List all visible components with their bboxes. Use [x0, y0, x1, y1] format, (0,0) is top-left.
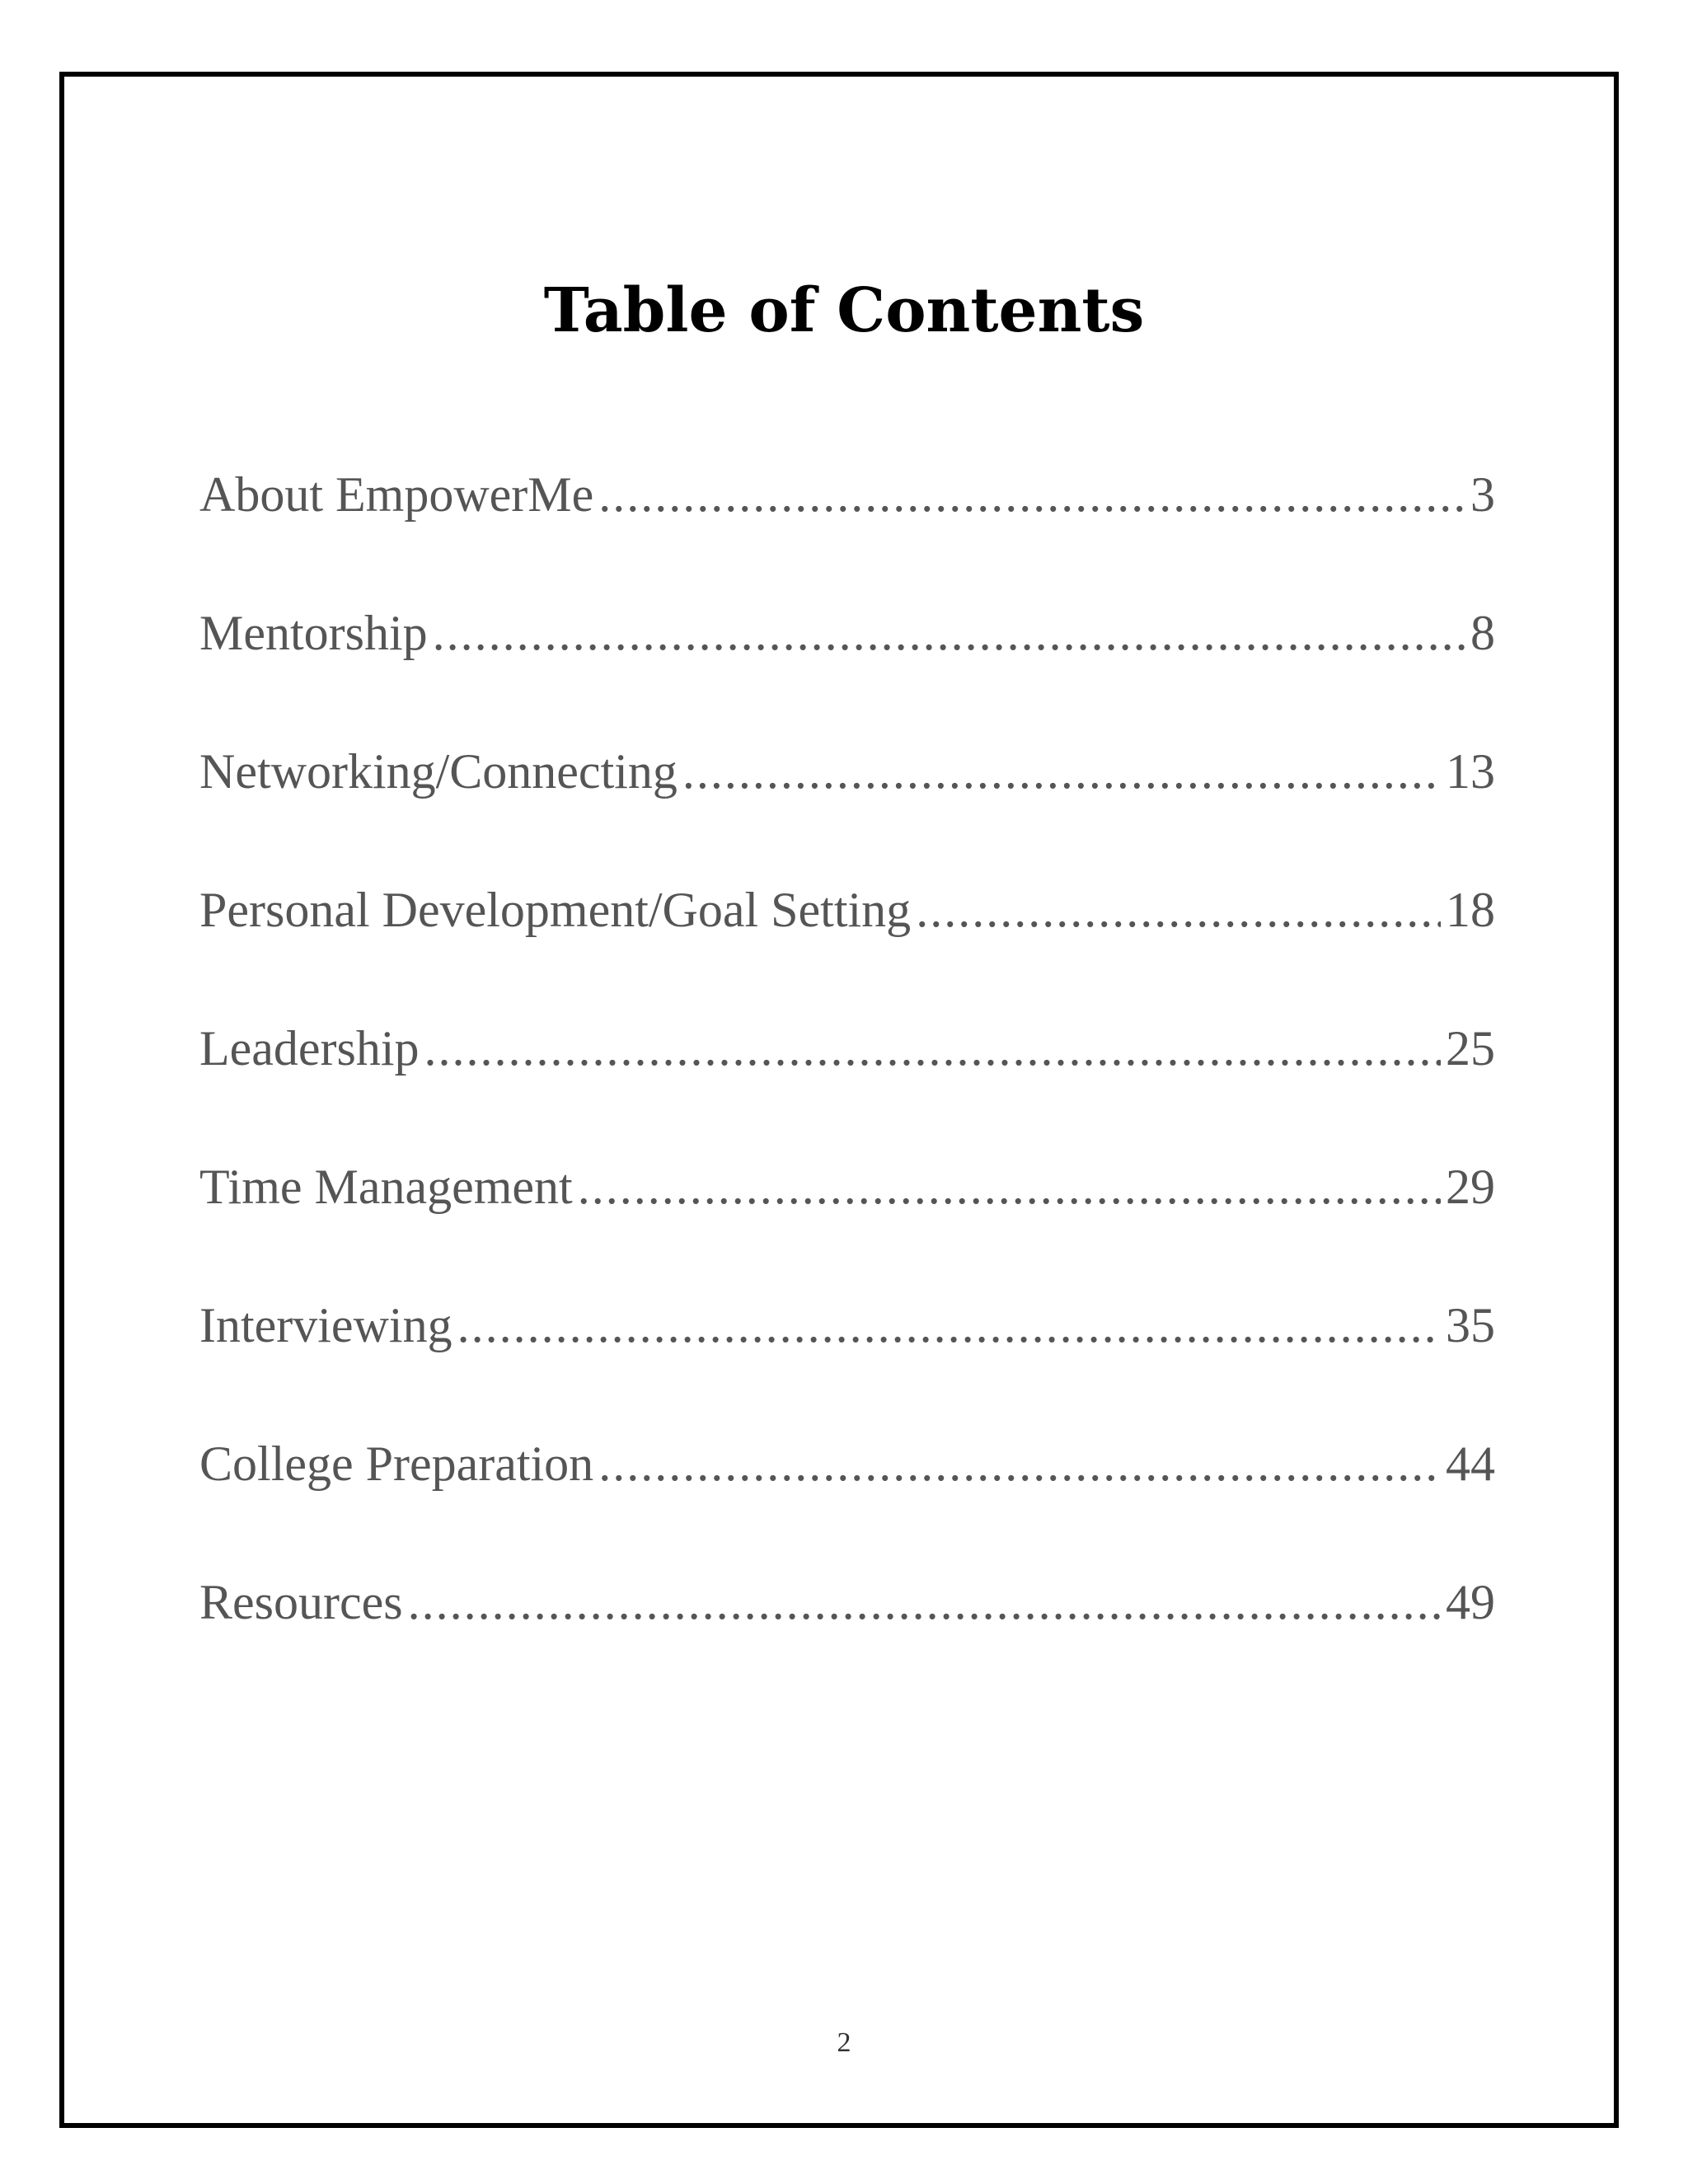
- toc-entry-time-management[interactable]: [199, 1154, 1495, 1292]
- toc-entry-label: Interviewing: [199, 1298, 452, 1352]
- toc-entry-label: College Preparation: [199, 1436, 594, 1491]
- toc-entry-page: 35: [1446, 1298, 1495, 1352]
- page-number: 2: [837, 2027, 851, 2058]
- toc-dot-leader: [457, 1292, 1441, 1358]
- toc-dot-leader: [408, 1569, 1441, 1635]
- toc-entry-page: 8: [1470, 606, 1495, 660]
- toc-list: [199, 462, 1495, 1708]
- toc-entry-page: 49: [1446, 1575, 1495, 1629]
- toc-entry-interviewing[interactable]: [199, 1292, 1495, 1431]
- toc-entry-about-empowerme[interactable]: [199, 462, 1495, 600]
- toc-entry-networking[interactable]: [199, 738, 1495, 877]
- toc-entry-label: Leadership: [199, 1021, 420, 1076]
- toc-entry-page: 18: [1446, 883, 1495, 937]
- toc-entry-label: Personal Development/Goal Setting: [199, 883, 912, 937]
- toc-entry-page: 29: [1446, 1160, 1495, 1214]
- toc-entry-college-preparation[interactable]: [199, 1431, 1495, 1569]
- toc-entry-mentorship[interactable]: [199, 600, 1495, 738]
- toc-dot-leader: [578, 1154, 1441, 1220]
- toc-entry-page: 25: [1446, 1021, 1495, 1076]
- toc-entry-label: Resources: [199, 1575, 403, 1629]
- toc-entry-label: Networking/Connecting: [199, 744, 678, 799]
- toc-entry-resources[interactable]: [199, 1569, 1495, 1708]
- toc-entry-page: 3: [1470, 467, 1495, 522]
- toc-entry-personal-development[interactable]: [199, 877, 1495, 1015]
- toc-entry-leadership[interactable]: [199, 1015, 1495, 1154]
- toc-dot-leader: [916, 877, 1441, 943]
- toc-dot-leader: [433, 600, 1465, 666]
- toc-dot-leader: [598, 1431, 1441, 1497]
- toc-dot-leader: [682, 738, 1441, 804]
- toc-entry-page: 13: [1446, 744, 1495, 799]
- toc-title: Table of Contents: [543, 275, 1145, 346]
- toc-dot-leader: [598, 462, 1465, 527]
- toc-dot-leader: [424, 1015, 1441, 1081]
- toc-entry-label: Time Management: [199, 1160, 573, 1214]
- toc-entry-page: 44: [1446, 1436, 1495, 1491]
- toc-entry-label: Mentorship: [199, 606, 428, 660]
- toc-entry-label: About EmpowerMe: [199, 467, 594, 522]
